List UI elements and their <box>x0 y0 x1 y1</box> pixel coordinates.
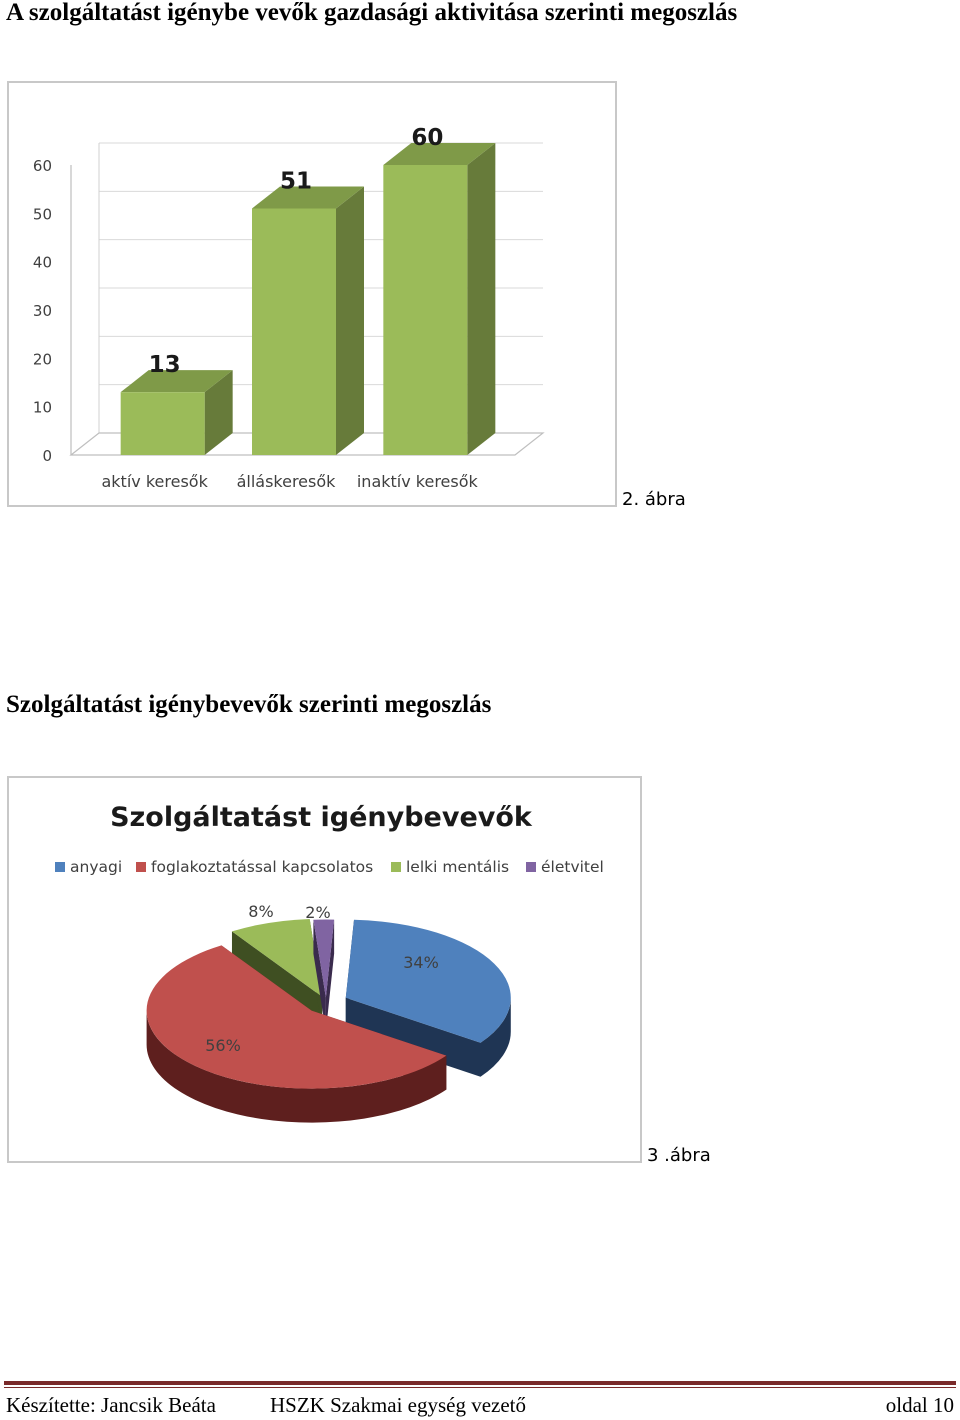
bar-1 <box>252 187 364 456</box>
pie-chart-title: Szolgáltatást igénybevevők <box>110 802 532 833</box>
y-tick-label-4: 40 <box>32 253 52 272</box>
y-tick-label-2: 20 <box>32 350 52 369</box>
bar-data-label-0: 13 <box>148 352 181 379</box>
x-category-label-0: aktív keresők <box>101 472 208 491</box>
bar-side-1 <box>336 187 364 456</box>
bar-front-1 <box>252 209 336 456</box>
footer-page-number: oldal 10 <box>885 1393 954 1417</box>
footer-rule-thin <box>4 1387 956 1388</box>
bar-data-label-2: 60 <box>411 125 444 151</box>
bar-front-0 <box>121 392 205 455</box>
legend-label-3: életvitel <box>541 858 604 876</box>
pie-chart-frame <box>7 776 642 1163</box>
y-tick-label-3: 30 <box>32 302 52 320</box>
legend-label-0: anyagi <box>70 858 123 876</box>
footer-author: Készítette: Jancsik Beáta <box>6 1393 216 1417</box>
footer-rule <box>4 1381 956 1385</box>
section-title-service-users: Szolgáltatást igénybevevők szerinti megoszlás <box>6 691 492 718</box>
bar-chart-frame <box>7 81 617 507</box>
y-tick-label-5: 50 <box>32 205 52 224</box>
bar-front-2 <box>383 165 467 455</box>
pie-data-label-1: 56% <box>205 1036 241 1055</box>
pie-data-label-0: 34% <box>403 953 439 972</box>
legend-swatch-3 <box>526 862 536 872</box>
pie-data-label-3: 2% <box>305 903 331 922</box>
y-tick-label-0: 0 <box>42 447 52 465</box>
figure-caption-2: 2. ábra <box>622 489 686 510</box>
bar-0 <box>121 370 233 455</box>
footer-unit: HSZK Szakmai egység vezető <box>270 1393 527 1417</box>
bar-2 <box>383 143 495 455</box>
bar-data-label-1: 51 <box>279 168 313 195</box>
bar-chart <box>9 83 615 505</box>
x-category-label-2: inaktív keresők <box>356 472 478 491</box>
legend-label-1: foglakoztatással kapcsolatos <box>151 858 374 876</box>
legend-label-2: lelki mentális <box>406 858 510 876</box>
y-tick-label-6: 60 <box>32 157 52 175</box>
legend-swatch-1 <box>136 862 146 872</box>
legend-swatch-0 <box>55 862 65 872</box>
legend-swatch-2 <box>391 862 401 872</box>
section-title-economic-activity: A szolgáltatást igénybe vevők gazdasági aktivitása szerinti megoszlás <box>6 0 738 26</box>
y-tick-label-1: 10 <box>32 398 52 417</box>
pie-data-label-2: 8% <box>248 902 274 921</box>
x-category-label-1: álláskeresők <box>236 472 336 491</box>
bar-side-2 <box>467 143 495 455</box>
figure-caption-3: 3 .ábra <box>647 1145 711 1166</box>
pie-chart <box>9 778 640 1161</box>
